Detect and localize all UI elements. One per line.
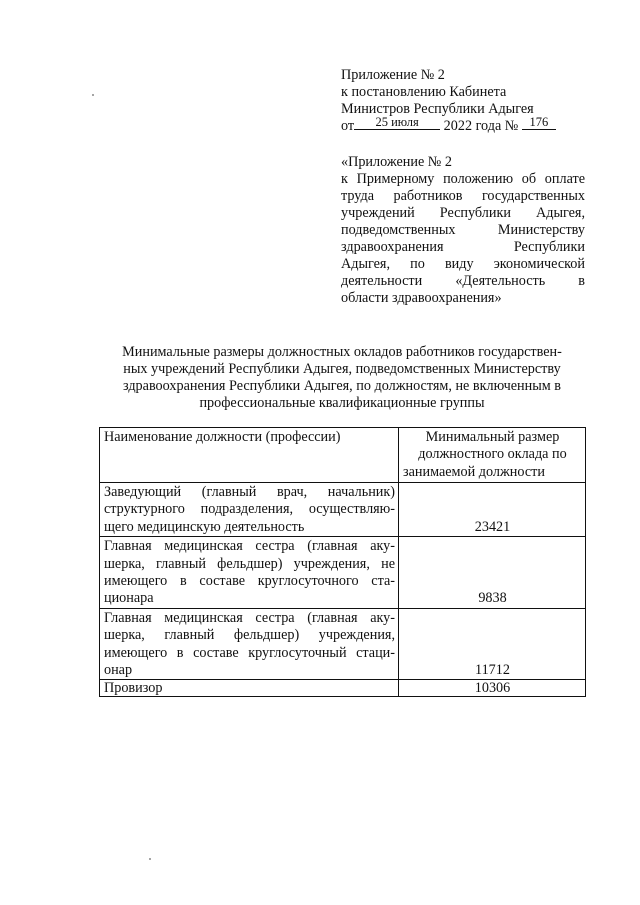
salary-table [99,427,586,697]
table-row [100,537,586,609]
appendix-line-6: здравоохранения Республики [341,239,585,255]
header-line-2: к постановлению Кабинета [341,84,507,100]
title-line-3: здравоохранения Республики Адыгея, по должностям, не включенным в [122,378,562,394]
header-line-3: Министров Республики Адыгея [341,101,534,117]
title-line-4: профессиональные квалификационные группы [199,395,485,411]
appendix-line-8: деятельности «Деятельность в [341,273,585,289]
header-cell-salary: Минимальный размер должностного оклада по занимаемой должности [399,428,586,483]
appendix-line-1: «Приложение № 2 [341,154,452,170]
header-cell-position: Наименование должности (профессии) [100,428,399,483]
scan-speck [92,94,94,96]
table-header-row [100,428,586,483]
salary-value: 9838 [399,537,586,609]
table-row [100,483,586,537]
table-row [100,608,586,680]
resolution-header [341,67,585,135]
table-row [100,680,586,697]
appendix-block [341,154,585,307]
appendix-line-3: труда работников государственных [341,188,585,204]
appendix-line-5: подведомственных Министерству [341,222,585,238]
appendix-line-7: Адыгея, по виду экономической [341,256,585,272]
appendix-line-4: учреждений Республики Адыгея, [341,205,585,221]
title-line-1: Минимальные размеры должностных окладов работников государствен- [122,344,562,360]
position-name: Главная медицинская сестра (главная аку-шерка, главный фельдшер) учреждения, не имеющего в составе круглосуточного ста-ционара [100,537,399,609]
salary-value: 23421 [399,483,586,537]
date-prefix: от [341,118,355,134]
date-day-month: 25 июля [354,116,440,130]
document-title [100,344,584,412]
document-number: 176 [522,116,556,130]
position-name: Главная медицинская сестра (главная аку-шерка, главный фельдшер) учреждения, имеющего в составе круглосуточный стаци-онар [100,608,399,680]
date-year-text: 2022 года № [443,118,519,134]
header-line-1: Приложение № 2 [341,67,445,83]
title-line-2: ных учреждений Республики Адыгея, подведомственных Министерству [123,361,561,377]
position-name: Заведующий (главный врач, начальник) структурного подразделения, осуществляю-щего медицинскую деятельность [100,483,399,537]
header-date-line [341,115,585,135]
salary-value: 10306 [399,680,586,697]
salary-value: 11712 [399,608,586,680]
appendix-line-9: области здравоохранения» [341,290,502,306]
position-name: Провизор [100,680,399,697]
scan-speck [149,858,151,860]
appendix-line-2: к Примерному положению об оплате [341,171,585,187]
